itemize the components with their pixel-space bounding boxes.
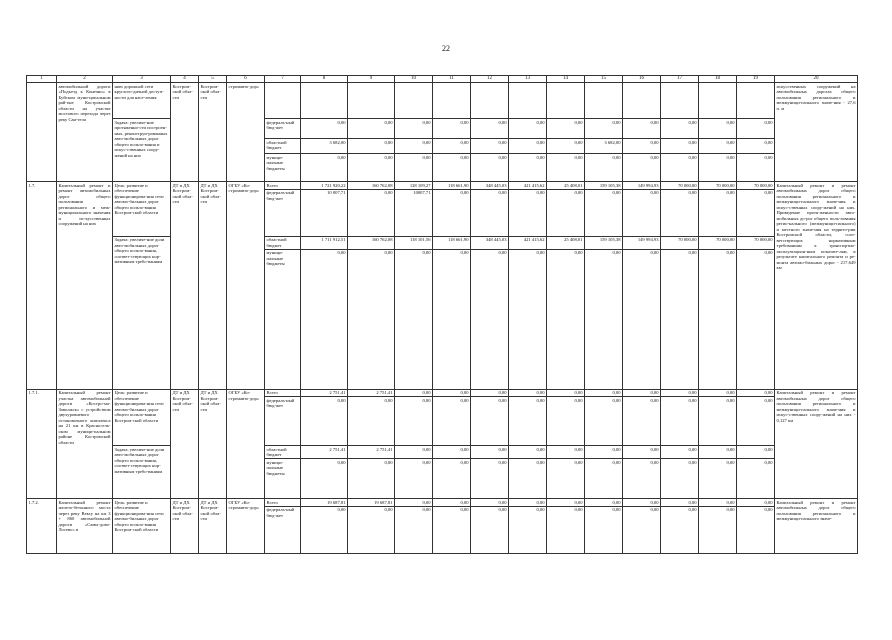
amount-cell: 10 007,71 [301, 189, 348, 236]
item-number: 1.7.2. [27, 499, 57, 554]
amount-cell: 0,00 [509, 397, 547, 446]
amount-cell: 160 762,08 [348, 236, 395, 249]
amount-cell: 0,00 [585, 189, 623, 236]
amount-cell: 160 762,08 [348, 182, 395, 190]
amount-cell: 0,00 [301, 119, 348, 139]
amount-cell: 19 687,81 [301, 499, 348, 507]
item-number [27, 83, 57, 182]
amount-cell: 0,00 [661, 189, 699, 236]
amount-cell: 1 711 912,51 [301, 236, 348, 249]
amount-cell: 0,00 [301, 249, 348, 389]
amount-cell: 421 415,62 [509, 236, 547, 249]
amount-cell: 0,00 [471, 459, 509, 499]
amount-cell: 348 445,03 [471, 236, 509, 249]
empty-cell [737, 83, 775, 119]
amount-cell: 421 415,62 [509, 182, 547, 190]
amount-cell: 0,00 [699, 139, 737, 154]
item-number: 1.7. [27, 182, 57, 390]
amount-cell: 0,00 [348, 249, 395, 389]
empty-cell [699, 83, 737, 119]
amount-cell: 0,00 [585, 119, 623, 139]
empty-cell [265, 83, 301, 119]
amount-cell: 0,00 [547, 389, 585, 397]
amount-cell: 0,00 [395, 446, 433, 459]
amount-cell: 118 661,90 [433, 182, 471, 190]
amount-cell: 0,00 [699, 119, 737, 139]
amount-cell: 149 994,93 [623, 236, 661, 249]
amount-cell: 0,00 [699, 499, 737, 507]
customer-cell: ДТ и ДХ Костром-ской обла-сти [199, 389, 227, 499]
amount-cell: 10007,71 [395, 189, 433, 236]
amount-cell: 0,00 [623, 459, 661, 499]
funding-source: федераль-ный бюд-жет [265, 119, 301, 139]
amount-cell: 25 408,01 [547, 182, 585, 190]
amount-cell: 0,00 [433, 154, 471, 182]
funding-source: областной бюджет [265, 446, 301, 459]
amount-cell: 2 751,41 [301, 389, 348, 397]
amount-cell: 0,00 [623, 139, 661, 154]
amount-cell: 0,00 [471, 506, 509, 553]
amount-cell: 0,00 [547, 459, 585, 499]
amount-cell: 0,00 [623, 189, 661, 236]
amount-cell: 0,00 [348, 139, 395, 154]
amount-cell: 0,00 [737, 139, 775, 154]
funding-source: муници-пальные бюджеты [265, 154, 301, 182]
amount-cell: 70 000,00 [661, 236, 699, 249]
responsible-cell: ДТ и ДХ Костром-ской обла-сти [171, 389, 199, 499]
empty-cell [509, 83, 547, 119]
table-row [27, 236, 858, 249]
column-header: 16 [623, 76, 661, 83]
amount-cell: 0,00 [433, 499, 471, 507]
amount-cell: 0,00 [395, 499, 433, 507]
table-row [27, 499, 858, 507]
goal-cell: нию дорожной сети круглого-дичной доступ-ности для насе-ления [113, 83, 171, 119]
amount-cell: 0,00 [471, 499, 509, 507]
empty-cell [585, 83, 623, 119]
amount-cell: 0,00 [471, 446, 509, 459]
item-description: Капитальный ремонт участка автомобильной дороги «Костро-ма-Заволжск» с устройством двухуровневого остановочного комплекса на 21 км в Красносель-ском муници-пальном районе Костромской области [57, 389, 113, 499]
amount-cell: 0,00 [661, 446, 699, 459]
funding-source: муници-пальные бюджеты [265, 459, 301, 499]
item-number: 1.7.1. [27, 389, 57, 499]
amount-cell: 70 000,00 [699, 236, 737, 249]
goal-cell: Цель: развитие и обеспечение функционирова-ния сети автомо-бильных дорог общего пользо-вания Костром-ской области [113, 182, 171, 237]
amount-cell: 0,00 [395, 139, 433, 154]
amount-cell: 0,00 [699, 459, 737, 499]
funding-source: муници-пальные бюджеты [265, 249, 301, 389]
item-description: автомобильной дороги «Подъезд к Конечно» в Буйском муни-ципальном рай-оне Костромской области на участке мостового перехода через реку Сан-тела [57, 83, 113, 182]
amount-cell: 0,00 [471, 389, 509, 397]
amount-cell: 0,00 [585, 506, 623, 553]
column-header: 1 [27, 76, 57, 83]
amount-cell: 0,00 [348, 119, 395, 139]
amount-cell: 70 000,00 [699, 182, 737, 190]
amount-cell: 0,00 [661, 249, 699, 389]
item-description: Капитальный ремонт железо-бетонного моста через реку Вексу на км 3 + 860 автомобильной дороги «Самы-дово-Лосево» в [57, 499, 113, 554]
executor-cell: ОГБУ «Ко-стромавто-дор» [227, 389, 265, 499]
amount-cell: 0,00 [547, 446, 585, 459]
amount-cell: 0,00 [433, 189, 471, 236]
amount-cell: 70 000,00 [661, 182, 699, 190]
header-row [27, 76, 858, 83]
amount-cell: 0,00 [661, 139, 699, 154]
column-header: 17 [661, 76, 699, 83]
amount-cell: 0,00 [509, 249, 547, 389]
amount-cell: 0,00 [623, 446, 661, 459]
empty-cell [433, 83, 471, 119]
amount-cell: 0,00 [395, 397, 433, 446]
amount-cell: 2 751,41 [348, 389, 395, 397]
amount-cell: 0,00 [433, 119, 471, 139]
column-header: 3 [113, 76, 171, 83]
amount-cell: 0,00 [737, 459, 775, 499]
empty-cell [348, 83, 395, 119]
amount-cell: 0,00 [348, 459, 395, 499]
amount-cell: 0,00 [623, 119, 661, 139]
amount-cell: 0,00 [509, 499, 547, 507]
column-header: 20 [775, 76, 858, 83]
item-description: Капитальный ремонт и ремонт автомобильных дорог общего пользования регионального и меж-муниципального значения и ис-кусственных сооружений на них [57, 182, 113, 390]
empty-cell [395, 83, 433, 119]
amount-cell: 0,00 [585, 389, 623, 397]
empty-cell [471, 83, 509, 119]
amount-cell: 348 445,03 [471, 182, 509, 190]
funding-source: областной бюджет [265, 139, 301, 154]
table-row [27, 446, 858, 459]
amount-cell: 0,00 [623, 499, 661, 507]
amount-cell: 0,00 [547, 397, 585, 446]
amount-cell: 0,00 [547, 189, 585, 236]
amount-cell: 0,00 [509, 139, 547, 154]
amount-cell: 25 408,01 [547, 236, 585, 249]
amount-cell: 0,00 [433, 459, 471, 499]
amount-cell: 0,00 [395, 459, 433, 499]
table-row [27, 119, 858, 139]
amount-cell: 0,00 [623, 389, 661, 397]
amount-cell: 19 687,81 [348, 499, 395, 507]
amount-cell: 0,00 [471, 249, 509, 389]
customer-cell: ДТ и ДХ Костром-ской обла-сти [199, 499, 227, 554]
result-cell: искусственных сооружений на автомобильных дорогах общего пользования регионального и межмуници-пального значе-ния - 27,6 п. м [775, 83, 858, 182]
amount-cell: 0,00 [585, 154, 623, 182]
amount-cell: 0,00 [699, 446, 737, 459]
amount-cell: 0,00 [301, 154, 348, 182]
funding-source: Всего [265, 182, 301, 190]
column-header: 11 [433, 76, 471, 83]
amount-cell: 0,00 [547, 154, 585, 182]
empty-cell [661, 83, 699, 119]
amount-cell: 0,00 [433, 446, 471, 459]
amount-cell: 0,00 [737, 249, 775, 389]
result-cell: Капитальный ремонт и ремонт автомобильных дорог общего пользования регионального и межмуници-пального значе-ния и искус-ственных соору-жений на них - 0,127 км [775, 389, 858, 499]
amount-cell: 0,00 [547, 119, 585, 139]
amount-cell: 3 682,00 [301, 139, 348, 154]
amount-cell: 0,00 [509, 506, 547, 553]
amount-cell: 0,00 [737, 446, 775, 459]
amount-cell: 0,00 [395, 154, 433, 182]
column-header: 19 [737, 76, 775, 83]
column-header: 7 [265, 76, 301, 83]
column-header: 15 [585, 76, 623, 83]
amount-cell: 0,00 [661, 459, 699, 499]
column-header: 4 [171, 76, 199, 83]
amount-cell: 0,00 [699, 506, 737, 553]
amount-cell: 0,00 [348, 154, 395, 182]
result-cell: Капитальный ремонт и ремонт автомобильных дорог общего пользования регионального и межмуници-пального значе- [775, 499, 858, 554]
funding-source: Всего [265, 499, 301, 507]
amount-cell: 0,00 [737, 389, 775, 397]
amount-cell: 0,00 [585, 397, 623, 446]
amount-cell: 0,00 [547, 249, 585, 389]
amount-cell: 0,00 [348, 397, 395, 446]
funding-source: областной бюджет [265, 236, 301, 249]
empty-cell [623, 83, 661, 119]
table-row [27, 389, 858, 397]
page-number: 22 [442, 44, 450, 53]
amount-cell: 0,00 [509, 459, 547, 499]
column-header: 9 [348, 76, 395, 83]
column-header: 12 [471, 76, 509, 83]
amount-cell: 0,00 [737, 189, 775, 236]
column-header: 10 [395, 76, 433, 83]
result-cell: Капитальный ремонт и ремонт автомобильных дорог общего пользования регионального и межмуници-пального значе-ния и искус-ственных соору-жений на них. Приведение протя-женности авто-мобильных до-рог общего поль-зования регио-нального (межмуници-пального) и местного значе-ния на террито-рии Костромской области, соот-ветствующих нормативным требованиям к транспортно-эксплуатацион-ным показате-лям, в результате капитального ремонта и ре-монта автомо-бильных дорог - 217,649 км [775, 182, 858, 390]
amount-cell: 0,00 [585, 499, 623, 507]
amount-cell: 0,00 [547, 499, 585, 507]
empty-cell [547, 83, 585, 119]
amount-cell: 0,00 [395, 119, 433, 139]
amount-cell: 0,00 [623, 249, 661, 389]
executor-cell: ОГБУ «Ко-стромавто-дор» [227, 182, 265, 390]
amount-cell: 0,00 [509, 389, 547, 397]
executor-cell: стромавто-дор» [227, 83, 265, 182]
table-row [27, 83, 858, 119]
customer-cell: ДТ и ДХ Костром-ской обла-сти [199, 182, 227, 390]
amount-cell: 0,00 [509, 189, 547, 236]
amount-cell: 0,00 [471, 119, 509, 139]
amount-cell: 0,00 [623, 154, 661, 182]
amount-cell: 0,00 [301, 459, 348, 499]
amount-cell: 0,00 [509, 119, 547, 139]
amount-cell: 2 751,41 [348, 446, 395, 459]
task-cell: Задача: увеличе-ние протяженно-сти построен-ных, реконструи-рованных авто-мобильных дорог общего пользо-вания и искус-ственных соору-жений на них [113, 119, 171, 182]
executor-cell: ОГБУ «Ко-стромавто-дор» [227, 499, 265, 554]
goal-cell: Цель: развитие и обеспечение функционирова-ния сети автомо-бильных дорог общего пользо-вания Костром-ской области [113, 499, 171, 554]
amount-cell: 0,00 [585, 249, 623, 389]
amount-cell: 0,00 [661, 154, 699, 182]
funding-source: федераль-ный бюд-жет [265, 506, 301, 553]
amount-cell: 2 751,41 [301, 446, 348, 459]
amount-cell: 118 661,90 [433, 236, 471, 249]
amount-cell: 0,00 [623, 506, 661, 553]
amount-cell: 0,00 [699, 397, 737, 446]
customer-cell: Костром-ской обла-сти [199, 83, 227, 182]
budget-table [26, 75, 858, 554]
amount-cell: 0,00 [699, 249, 737, 389]
amount-cell: 3 682,00 [585, 139, 623, 154]
amount-cell: 0,00 [471, 397, 509, 446]
task-cell: Задача: увеличе-ние доли авто-мобильных дорог общего пользо-вания, соответ-ствующих нор-мативным требо-ваниям [113, 236, 171, 389]
amount-cell: 0,00 [509, 446, 547, 459]
amount-cell: 0,00 [585, 459, 623, 499]
empty-cell [301, 83, 348, 119]
amount-cell: 0,00 [661, 397, 699, 446]
amount-cell: 0,00 [661, 499, 699, 507]
amount-cell: 0,00 [395, 506, 433, 553]
task-cell: Задача: увеличе-ние доли авто-мобильных дорог общего пользо-вания, соответ-ствующих нор-мативным требо-ваниям [113, 446, 171, 499]
amount-cell: 0,00 [547, 139, 585, 154]
amount-cell: 0,00 [395, 249, 433, 389]
amount-cell: 149 994,93 [623, 182, 661, 190]
amount-cell: 0,00 [661, 389, 699, 397]
amount-cell: 0,00 [547, 506, 585, 553]
amount-cell: 0,00 [433, 506, 471, 553]
responsible-cell: ДТ и ДХ Костром-ской обла-сти [171, 182, 199, 390]
amount-cell: 0,00 [737, 397, 775, 446]
amount-cell: 0,00 [348, 189, 395, 236]
amount-cell: 0,00 [737, 119, 775, 139]
amount-cell: 0,00 [301, 397, 348, 446]
funding-source: федераль-ный бюд-жет [265, 397, 301, 446]
goal-cell: Цель: развитие и обеспечение функционирова-ния сети автомо-бильных дорог общего пользо-вания Костром-ской области [113, 389, 171, 446]
amount-cell: 0,00 [433, 139, 471, 154]
amount-cell: 0,00 [623, 397, 661, 446]
amount-cell: 0,00 [585, 446, 623, 459]
amount-cell: 0,00 [433, 397, 471, 446]
amount-cell: 159 105,38 [585, 236, 623, 249]
amount-cell: 0,00 [661, 119, 699, 139]
amount-cell: 0,00 [509, 154, 547, 182]
amount-cell: 128 109,27 [395, 182, 433, 190]
amount-cell: 70 000,00 [737, 182, 775, 190]
amount-cell: 0,00 [301, 506, 348, 553]
column-header: 8 [301, 76, 348, 83]
column-header: 14 [547, 76, 585, 83]
amount-cell: 0,00 [737, 499, 775, 507]
amount-cell: 118 101,56 [395, 236, 433, 249]
column-header: 5 [199, 76, 227, 83]
amount-cell: 0,00 [471, 189, 509, 236]
column-header: 13 [509, 76, 547, 83]
amount-cell: 0,00 [737, 506, 775, 553]
amount-cell: 0,00 [433, 389, 471, 397]
table-row [27, 182, 858, 190]
funding-source: федераль-ный бюд-жет [265, 189, 301, 236]
amount-cell: 0,00 [471, 154, 509, 182]
column-header: 2 [57, 76, 113, 83]
responsible-cell: Костром-ской обла-сти [171, 83, 199, 182]
amount-cell: 0,00 [433, 249, 471, 389]
amount-cell: 0,00 [699, 389, 737, 397]
responsible-cell: ДТ и ДХ Костром-ской обла-сти [171, 499, 199, 554]
amount-cell: 0,00 [348, 506, 395, 553]
amount-cell: 0,00 [699, 189, 737, 236]
amount-cell: 1 721 920,22 [301, 182, 348, 190]
amount-cell: 159 105,38 [585, 182, 623, 190]
amount-cell: 70 000,00 [737, 236, 775, 249]
amount-cell: 0,00 [661, 506, 699, 553]
amount-cell: 0,00 [471, 139, 509, 154]
funding-source: Всего [265, 389, 301, 397]
column-header: 18 [699, 76, 737, 83]
amount-cell: 0,00 [737, 154, 775, 182]
amount-cell: 0,00 [699, 154, 737, 182]
amount-cell: 0,00 [395, 389, 433, 397]
column-header: 6 [227, 76, 265, 83]
